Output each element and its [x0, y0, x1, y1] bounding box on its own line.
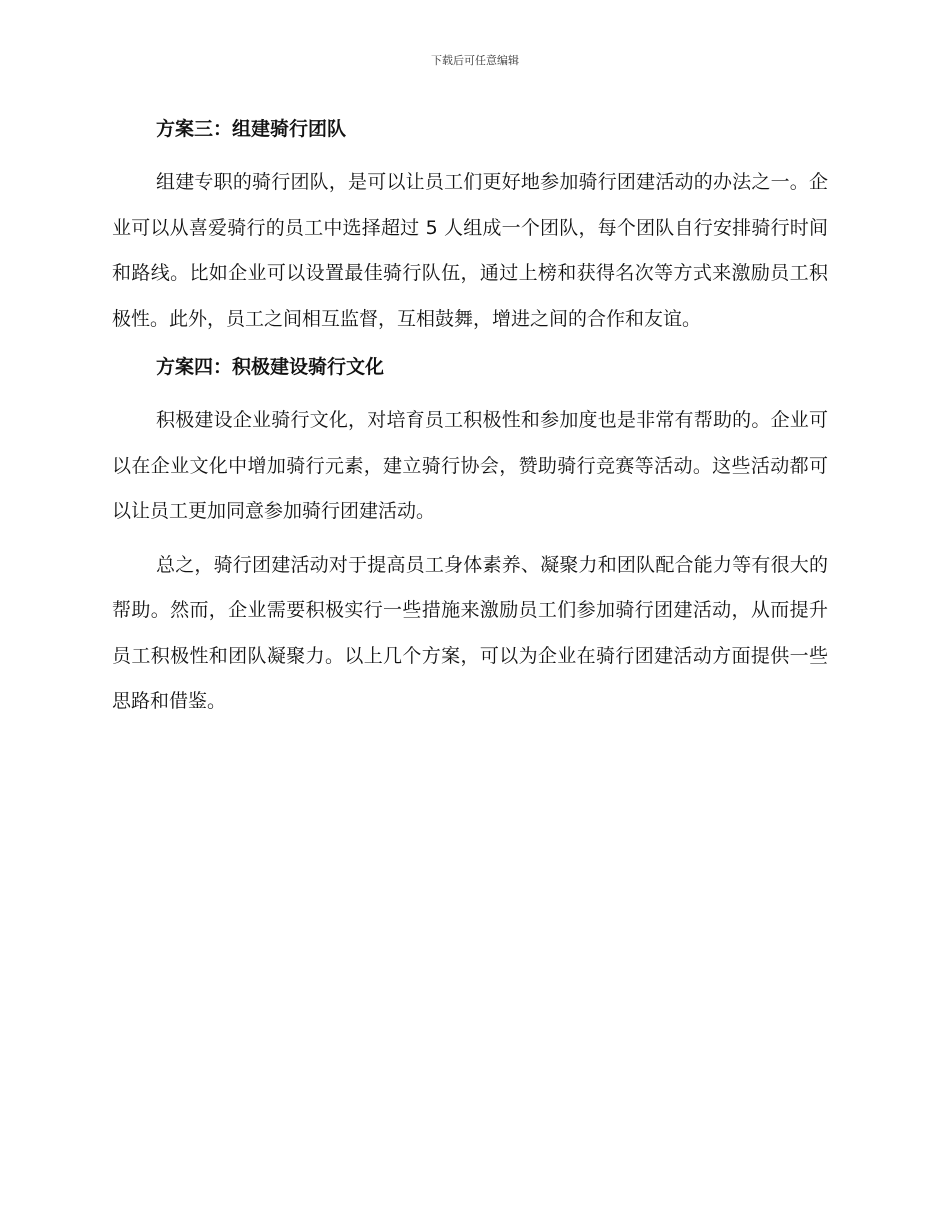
spacer: [112, 535, 828, 543]
spacer: [112, 342, 828, 350]
spacer: [112, 146, 828, 160]
section-heading-plan-three: 方案三：组建骑行团队: [156, 118, 347, 140]
conclusion-paragraph: 总之，骑行团建活动对于提高员工身体素养、凝聚力和团队配合能力等有很大的帮助。然而，企业需要积极实行一些措施来激励员工们参加骑行团建活动，从而提升员工积极性和团队凝聚力。以上几个方案，可以为企业在骑行团建活动方面提供一些思路和借鉴。: [112, 553, 828, 712]
document-body: [112, 112, 828, 725]
section-paragraph-plan-four: 积极建设企业骑行文化，对培育员工积极性和参加度也是非常有帮助的。企业可以在企业文化中增加骑行元素，建立骑行协会，赞助骑行竞赛等活动。这些活动都可以让员工更加同意参加骑行团建活动。: [112, 409, 828, 522]
spacer: [112, 384, 828, 398]
section-heading-plan-four: 方案四：积极建设骑行文化: [156, 356, 385, 378]
section-paragraph-plan-three: 组建专职的骑行团队，是可以让员工们更好地参加骑行团建活动的办法之一。企业可以从喜爱骑行的员工中选择超过 5 人组成一个团队，每个团队自行安排骑行时间和路线。比如企业可以设置最佳骑行队伍，通过上榜和获得名次等方式来激励员工积极性。此外，员工之间相互监督，互相鼓舞，增进之间的合作和友谊。: [112, 171, 828, 330]
page-header-note: 下载后可任意编辑: [431, 54, 519, 67]
